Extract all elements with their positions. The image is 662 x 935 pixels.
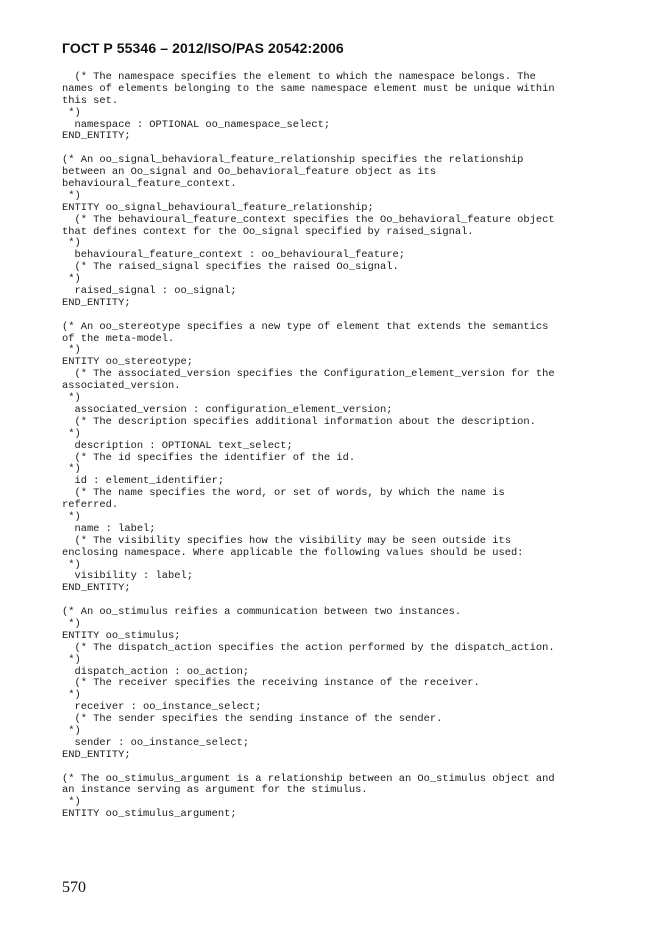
code-line: *): [62, 106, 81, 119]
code-line: description : OPTIONAL text_select;: [62, 439, 293, 452]
code-line: *): [62, 273, 81, 286]
code-line: behavioural_feature_context.: [62, 178, 237, 191]
code-line: END_ENTITY;: [62, 582, 131, 595]
code-line: (* An oo_signal_behavioral_feature_relationship specifies the relationship: [62, 154, 524, 167]
code-line: (* An oo_stereotype specifies a new type of element that extends the semantics: [62, 320, 549, 333]
code-line: names of elements belonging to the same namespace element must be unique within: [62, 82, 555, 95]
code-line: behavioural_feature_context : oo_behavioural_feature;: [62, 249, 405, 262]
code-line: (* The raised_signal specifies the raised Oo_signal.: [62, 261, 399, 274]
code-line: *): [62, 344, 81, 357]
code-line: that defines context for the Oo_signal specified by raised_signal.: [62, 225, 474, 238]
code-line: *): [62, 689, 81, 702]
code-line: END_ENTITY;: [62, 296, 131, 309]
code-line: *): [62, 617, 81, 630]
page-number: 570: [62, 879, 86, 896]
code-line: (* An oo_stimulus reifies a communication between two instances.: [62, 606, 462, 619]
code-line: raised_signal : oo_signal;: [62, 285, 237, 298]
code-line: associated_version.: [62, 380, 181, 393]
code-line: sender : oo_instance_select;: [62, 736, 250, 749]
code-line: ENTITY oo_signal_behavioural_feature_relationship;: [62, 201, 374, 214]
document-header: ГОСТ Р 55346 – 2012/ISO/PAS 20542:2006: [62, 40, 344, 56]
code-line: *): [62, 463, 81, 476]
code-line: id : element_identifier;: [62, 475, 225, 488]
code-line: (* The visibility specifies how the visibility may be seen outside its: [62, 534, 511, 547]
code-line: of the meta-model.: [62, 332, 175, 345]
code-line: (* The behavioural_feature_context specifies the Oo_behavioral_feature object: [62, 213, 555, 226]
code-line: *): [62, 724, 81, 737]
code-line: (* The name specifies the word, or set of words, by which the name is: [62, 487, 505, 500]
code-line: this set.: [62, 94, 119, 107]
code-line: END_ENTITY;: [62, 130, 131, 143]
code-line: *): [62, 558, 81, 571]
code-line: *): [62, 237, 81, 250]
code-line: *): [62, 392, 81, 405]
code-line: [62, 762, 622, 774]
code-line: visibility : label;: [62, 570, 193, 583]
code-line: referred.: [62, 499, 119, 512]
code-line: (* The id specifies the identifier of the id.: [62, 451, 356, 464]
code-line: *): [62, 510, 81, 523]
code-line: name : label;: [62, 522, 156, 535]
code-line: (* The oo_stimulus_argument is a relationship between an Oo_stimulus object and: [62, 772, 555, 785]
code-line: (* The sender specifies the sending instance of the sender.: [62, 713, 443, 726]
code-line: associated_version : configuration_element_version;: [62, 403, 393, 416]
code-line: (* The receiver specifies the receiving instance of the receiver.: [62, 677, 480, 690]
code-line: *): [62, 427, 81, 440]
code-line: receiver : oo_instance_select;: [62, 701, 262, 714]
code-line: dispatch_action : oo_action;: [62, 665, 250, 678]
code-line: (* The description specifies additional information about the description.: [62, 415, 536, 428]
code-line: ENTITY oo_stimulus_argument;: [62, 808, 237, 821]
code-line: enclosing namespace. Where applicable the following values should be used:: [62, 546, 524, 559]
code-line: (* The associated_version specifies the Configuration_element_version for the: [62, 368, 555, 381]
code-line: *): [62, 189, 81, 202]
code-line: between an Oo_signal and Oo_behavioral_feature object as its: [62, 166, 437, 179]
code-line: [62, 310, 622, 322]
code-line: *): [62, 653, 81, 666]
code-line: (* The dispatch_action specifies the action performed by the dispatch_action.: [62, 641, 555, 654]
code-line: *): [62, 796, 81, 809]
code-line: ENTITY oo_stereotype;: [62, 356, 193, 369]
code-line: END_ENTITY;: [62, 748, 131, 761]
express-code-listing: [62, 72, 622, 821]
code-line: ENTITY oo_stimulus;: [62, 629, 181, 642]
code-line: namespace : OPTIONAL oo_namespace_select;: [62, 118, 331, 131]
code-line: (* The namespace specifies the element to which the namespace belongs. The: [62, 71, 536, 83]
code-line: an instance serving as argument for the stimulus.: [62, 784, 368, 797]
